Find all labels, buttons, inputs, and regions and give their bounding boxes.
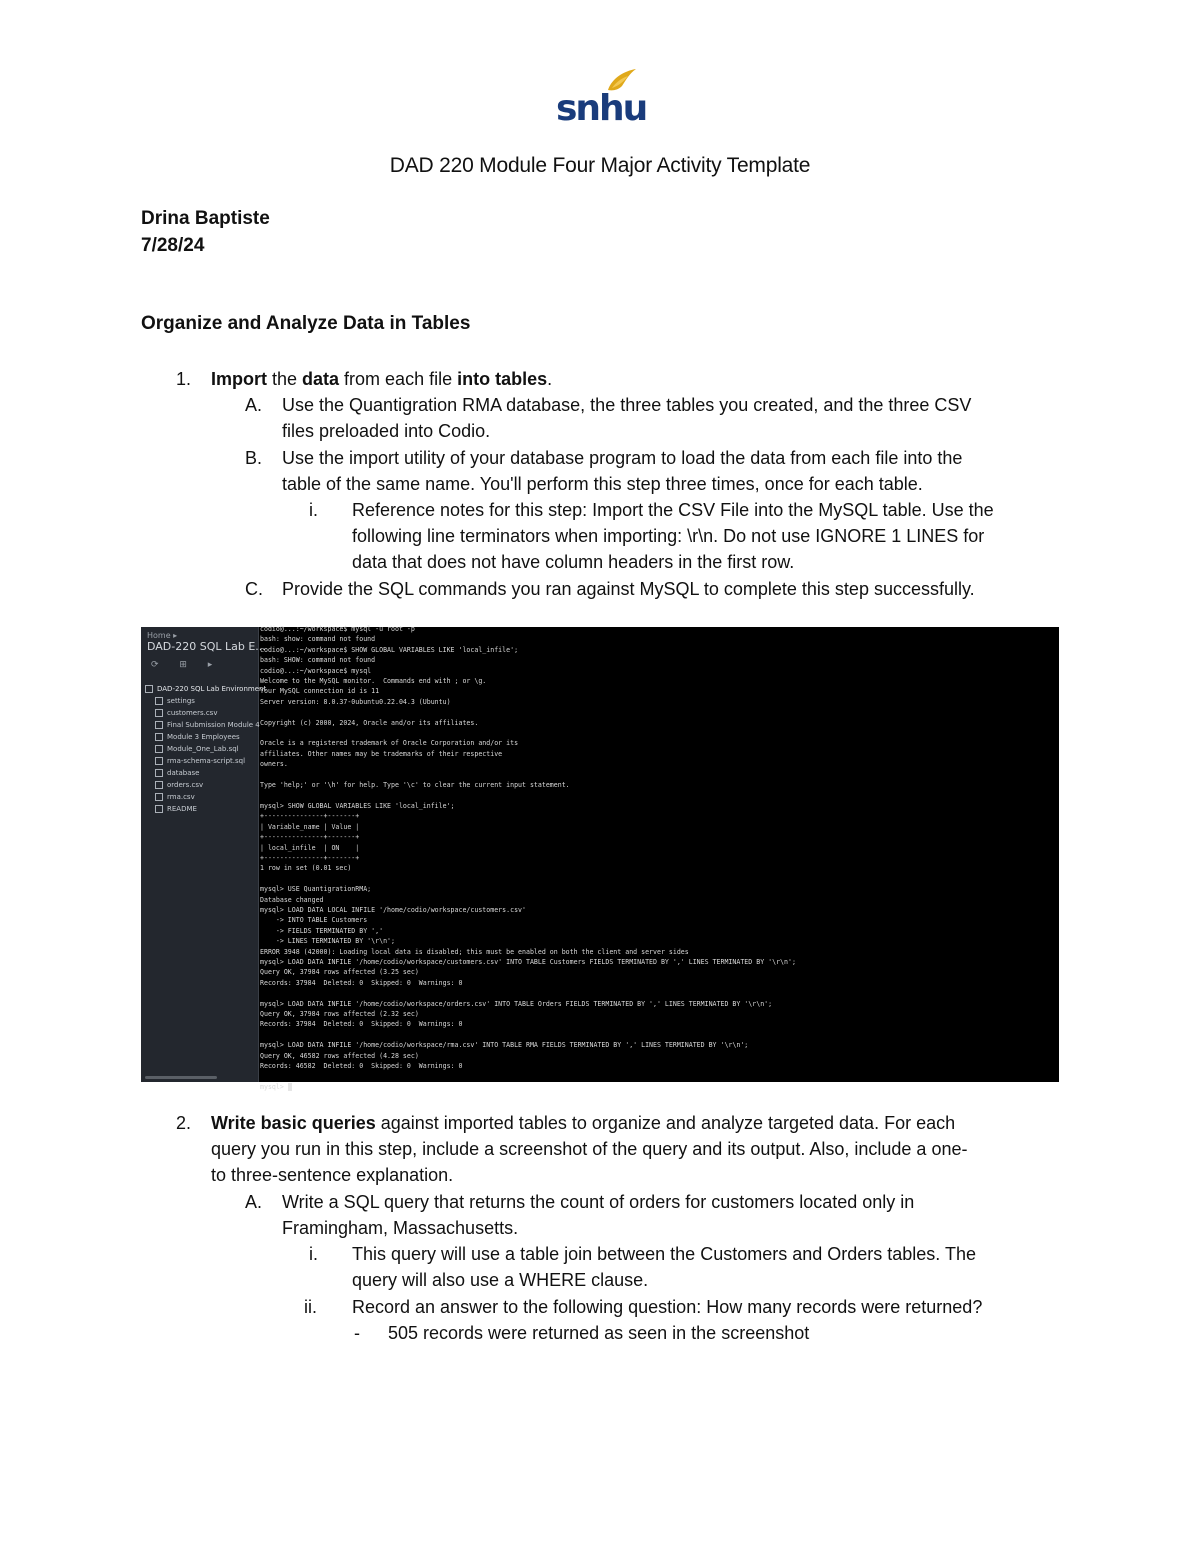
terminal-line: Your MySQL connection id is 11: [260, 687, 380, 696]
step2-bold-write-basic-queries: Write basic queries: [211, 1113, 376, 1133]
sidebar-scrollbar: [145, 1076, 217, 1079]
step1-text1: the: [267, 369, 303, 389]
snhu-logo-graphic: [556, 66, 647, 129]
terminal-line: mysql> LOAD DATA INFILE '/home/codio/workspace/rma.csv' INTO TABLE RMA FIELDS TERMINATED BY ',' LINES TERMINATED BY '\r\n';: [260, 1041, 749, 1050]
terminal-line: Server version: 8.0.37-0ubuntu0.22.04.3 (Ubuntu): [260, 697, 451, 706]
step1-end: .: [547, 369, 553, 389]
step2-ii-label: ii.: [304, 1297, 317, 1317]
terminal-line: affiliates. Other names may be trademarks of their respective: [260, 749, 503, 758]
file-icon: [155, 781, 163, 789]
sidebar-item-label: README: [167, 805, 197, 813]
sidebar-item-label: DAD-220 SQL Lab Environment: [157, 685, 267, 693]
terminal-line: Query OK, 46582 rows affected (4.28 sec): [260, 1051, 419, 1060]
section-heading: Organize and Analyze Data in Tables: [141, 313, 471, 334]
sidebar-file-item[interactable]: [145, 719, 260, 731]
terminal-line: bash: SHOW: command not found: [260, 656, 376, 665]
document-title: DAD 220 Module Four Major Activity Template: [389, 154, 811, 177]
sidebar-item-label: rma-schema-script.sql: [167, 757, 246, 765]
step1-i-line3: data that does not have column headers in the first row.: [352, 552, 795, 572]
sidebar-item-label: database: [167, 769, 200, 777]
step1-lead: [211, 366, 552, 392]
terminal-line: mysql> SHOW GLOBAL VARIABLES LIKE 'local_infile';: [260, 801, 455, 810]
terminal-line: Welcome to the MySQL monitor. Commands end with ; or \g.: [260, 677, 487, 686]
sidebar-file-item[interactable]: [145, 767, 257, 779]
terminal-line: | local_infile | ON |: [260, 843, 360, 852]
file-icon: [155, 709, 163, 717]
step1-a-label: A.: [245, 395, 263, 415]
terminal-line: 1 row in set (0.01 sec): [260, 864, 352, 873]
file-icon: [155, 733, 163, 741]
step2-lead-text1: against imported tables to organize and analyze targeted data. For each: [375, 1113, 956, 1133]
terminal-line: Records: 37984 Deleted: 0 Skipped: 0 Warnings: 0: [260, 978, 463, 987]
terminal-line: +---------------+-------+: [260, 833, 360, 842]
sidebar-item-label: settings: [167, 697, 195, 705]
terminal-line: Query OK, 37984 rows affected (3.25 sec): [260, 968, 419, 977]
sidebar-toolbar-icons: ⟳ ⊞ ▸: [151, 660, 222, 670]
step1-c-line1: Provide the SQL commands you ran against MySQL to complete this step successfully.: [282, 579, 975, 599]
sidebar-file-item[interactable]: [145, 731, 257, 743]
terminal-line: +---------------+-------+: [260, 812, 360, 821]
terminal-line: codio@...:~/workspace$ mysql: [260, 666, 372, 675]
sidebar-project-title: DAD-220 SQL Lab E...: [147, 640, 266, 653]
sidebar-file-item[interactable]: [145, 695, 257, 707]
terminal-line: mysql> LOAD DATA INFILE '/home/codio/workspace/customers.csv' INTO TABLE Customers FIELDS TERMINATED BY ',' LINES TERMINATED BY '\r\n';: [260, 958, 796, 966]
step1-c-label: C.: [245, 579, 263, 599]
file-icon: [155, 721, 163, 729]
terminal-line: -> FIELDS TERMINATED BY ',': [275, 926, 384, 935]
terminal-cursor: [288, 1083, 292, 1091]
terminal-line: Copyright (c) 2000, 2024, Oracle and/or its affiliates.: [260, 718, 479, 727]
file-icon: [155, 745, 163, 753]
terminal-line: ERROR 3948 (42000): Loading local data is disabled; this must be enabled on both the client and server sides: [260, 947, 689, 956]
terminal-line: bash: show: command not found: [260, 635, 376, 644]
terminal-line: -> LINES TERMINATED BY '\r\n';: [275, 937, 395, 946]
step1-number: 1.: [176, 369, 192, 389]
snhu-logo: [556, 66, 647, 129]
terminal-screenshot: [141, 625, 1059, 1091]
sidebar-item-label: Module_One_Lab.sql: [167, 745, 239, 753]
step2-a-line1: Write a SQL query that returns the count of orders for customers located only in: [282, 1192, 915, 1212]
step2-answer: 505 records were returned as seen in the screenshot: [388, 1323, 810, 1343]
file-icon: [155, 697, 163, 705]
terminal-output: [260, 624, 1056, 1092]
step1-i-line1: Reference notes for this step: Import the CSV File into the MySQL table. Use the: [352, 500, 994, 520]
step2-ii-line1: Record an answer to the following question: How many records were returned?: [352, 1297, 983, 1317]
step2-a-line2: Framingham, Massachusetts.: [282, 1218, 519, 1238]
file-icon: [155, 793, 163, 801]
step1-bold-into-tables: into tables: [457, 369, 548, 389]
step1-text2: from each file: [339, 369, 458, 389]
terminal-line: Database changed: [260, 895, 324, 904]
terminal-prompt[interactable]: mysql>: [260, 1082, 288, 1091]
sidebar-root-folder[interactable]: [145, 683, 267, 695]
sidebar-file-item[interactable]: [145, 707, 257, 719]
step2-lead-line3: to three-sentence explanation.: [211, 1165, 454, 1185]
file-icon: [155, 769, 163, 777]
step2-i-line1: This query will use a table join between the Customers and Orders tables. The: [352, 1244, 976, 1264]
sidebar-item-label: Final Submission Module 4: [167, 721, 260, 729]
sidebar-file-item[interactable]: [145, 755, 257, 767]
step1-a-line1: Use the Quantigration RMA database, the three tables you created, and the three CSV: [282, 395, 972, 415]
step2-a-label: A.: [245, 1192, 263, 1212]
step1-b-line1: Use the import utility of your database program to load the data from each file into the: [282, 448, 963, 468]
terminal-line: codio@...:~/workspace$ SHOW GLOBAL VARIABLES LIKE 'local_infile';: [260, 645, 519, 654]
sidebar-item-label: customers.csv: [167, 709, 218, 717]
terminal-line: mysql> LOAD DATA INFILE '/home/codio/workspace/orders.csv' INTO TABLE Orders FIELDS TERMINATED BY ',' LINES TERMINATED BY '\r\n';: [260, 999, 773, 1008]
logo-wordmark: snhu: [556, 88, 647, 129]
step2-lead-line1: [211, 1110, 955, 1136]
sidebar-item-label: Module 3 Employees: [167, 733, 240, 741]
step2-dash-label: -: [354, 1323, 360, 1343]
terminal-line: codio@...:~/workspace$ mysql -u root -p: [260, 625, 415, 633]
sidebar-breadcrumb: Home ▸: [147, 631, 178, 640]
sidebar-file-item[interactable]: [145, 779, 257, 791]
terminal-line: mysql> USE QuantigrationRMA;: [260, 885, 372, 894]
terminal-line: +---------------+-------+: [260, 853, 360, 862]
step2-i-line2: query will also use a WHERE clause.: [352, 1270, 649, 1290]
author-date: 7/28/24: [141, 235, 205, 256]
step1-bold-import: Import: [211, 369, 267, 389]
terminal-line: | Variable_name | Value |: [260, 822, 360, 831]
step1-bold-data: data: [302, 369, 340, 389]
file-tree-sidebar: [141, 627, 267, 1082]
step1-b-label: B.: [245, 448, 263, 468]
author-name: Drina Baptiste: [141, 208, 270, 229]
folder-icon: [145, 685, 153, 693]
terminal-line: -> INTO TABLE Customers: [275, 916, 368, 925]
terminal-line: Oracle is a registered trademark of Oracle Corporation and/or its: [260, 739, 519, 748]
terminal-line: mysql> LOAD DATA LOCAL INFILE '/home/codio/workspace/customers.csv': [260, 905, 526, 914]
step2-i-label: i.: [309, 1244, 318, 1264]
file-icon: [155, 805, 163, 813]
step1-a-line2: files preloaded into Codio.: [282, 421, 491, 441]
terminal-line: Records: 37984 Deleted: 0 Skipped: 0 Warnings: 0: [260, 1020, 463, 1029]
file-icon: [155, 757, 163, 765]
step1-b-line2: table of the same name. You'll perform this step three times, once for each table.: [282, 474, 923, 494]
sidebar-file-item[interactable]: [145, 803, 257, 815]
step2-lead-line2: query you run in this step, include a screenshot of the query and its output. Also, include a one-: [211, 1139, 968, 1159]
terminal-line: Query OK, 37984 rows affected (2.32 sec): [260, 1010, 419, 1019]
terminal-line: Type 'help;' or '\h' for help. Type '\c' to clear the current input statement.: [260, 781, 570, 790]
step1-i-label: i.: [309, 500, 318, 520]
terminal-line: owners.: [260, 760, 288, 769]
terminal-line: Records: 46582 Deleted: 0 Skipped: 0 Warnings: 0: [260, 1062, 463, 1071]
sidebar-file-item[interactable]: [145, 791, 257, 803]
sidebar-item-label: orders.csv: [167, 781, 204, 789]
step1-i-line2: following line terminators when importing: \r\n. Do not use IGNORE 1 LINES for: [352, 526, 985, 546]
sidebar-file-list: [145, 683, 267, 815]
sidebar-file-item[interactable]: [145, 743, 257, 755]
sidebar-item-label: rma.csv: [167, 793, 195, 801]
step2-number: 2.: [176, 1113, 192, 1133]
